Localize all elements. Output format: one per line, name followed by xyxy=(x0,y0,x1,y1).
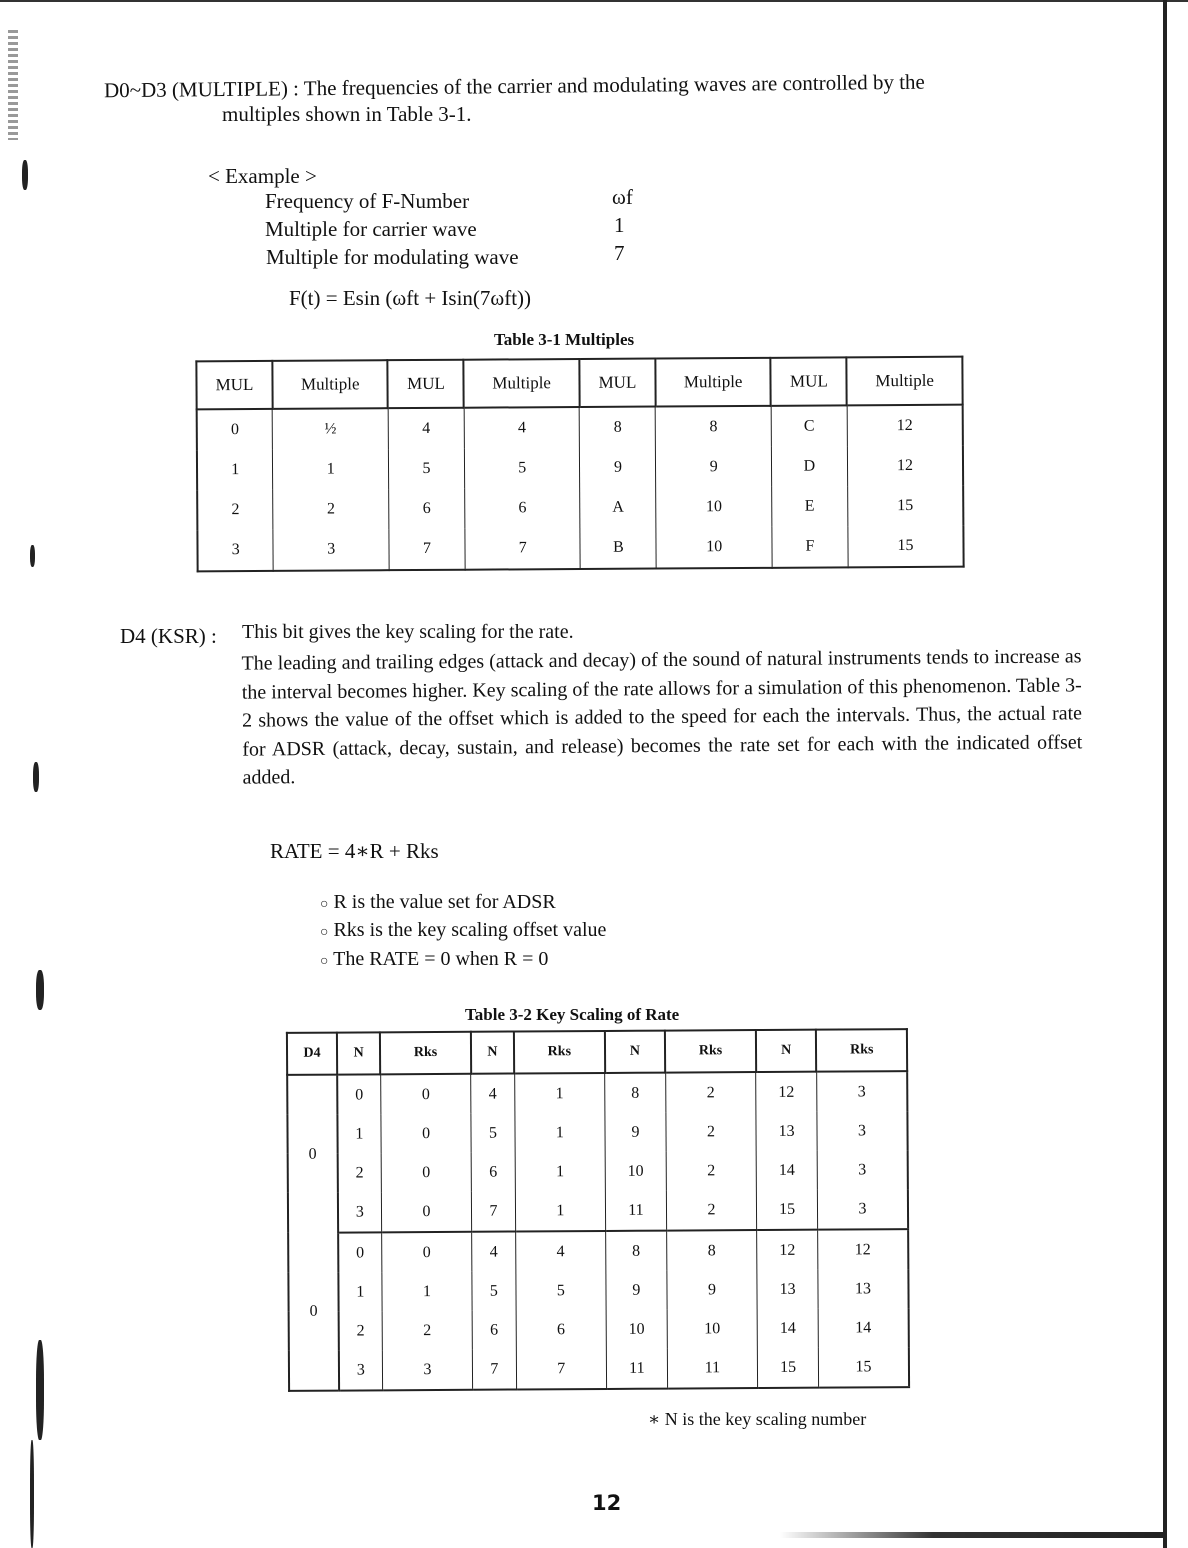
table-header-cell: Multiple xyxy=(464,359,580,408)
table-row xyxy=(288,1229,908,1273)
table-cell: 7 xyxy=(389,529,465,570)
table-cell: 5 xyxy=(515,1271,606,1311)
example-value-modulating: 7 xyxy=(614,241,625,265)
table-cell: 1 xyxy=(337,1114,381,1153)
table-header-cell: Multiple xyxy=(272,360,388,409)
table-cell: 7 xyxy=(465,528,581,570)
table-header-cell: Multiple xyxy=(847,357,963,406)
table-cell: 8 xyxy=(580,407,656,448)
table-cell: 13 xyxy=(756,1112,817,1151)
table-row xyxy=(288,1150,908,1193)
table-cell: 0 xyxy=(381,1114,472,1154)
section-text-line1: The frequencies of the carrier and modulating waves are controlled by the xyxy=(303,69,925,101)
binding-marks xyxy=(8,30,18,140)
table-header-cell: N xyxy=(471,1032,515,1074)
binding-hole xyxy=(33,762,39,792)
table-cell: 0 xyxy=(381,1153,472,1193)
label-d4: D4 xyxy=(120,624,146,648)
table-header-cell: MUL xyxy=(196,361,272,409)
table-header-row xyxy=(287,1029,907,1075)
table-cell: 5 xyxy=(472,1272,516,1311)
label-d0: D0 xyxy=(103,78,130,103)
rate-bullet xyxy=(320,916,606,947)
table-row xyxy=(197,486,963,531)
table-row xyxy=(289,1347,909,1391)
table-cell: 14 xyxy=(757,1309,818,1348)
table-cell: 7 xyxy=(472,1192,516,1232)
rate-bullet xyxy=(320,888,556,919)
table-cell: D xyxy=(771,446,847,486)
table-cell: 12 xyxy=(757,1230,818,1270)
table-multiples xyxy=(195,356,964,573)
table-cell: 3 xyxy=(273,529,389,571)
table-cell: 8 xyxy=(666,1230,757,1271)
table-cell: 0 xyxy=(338,1232,382,1272)
table-cell: 15 xyxy=(848,526,964,568)
table-cell: 6 xyxy=(472,1311,516,1350)
table-cell: 1 xyxy=(514,1073,605,1114)
table-cell: 3 xyxy=(339,1350,383,1390)
table-header-cell: MUL xyxy=(579,359,655,407)
table-cell: 12 xyxy=(756,1072,817,1112)
table-cell: 9 xyxy=(606,1271,667,1310)
table-cell: 3 xyxy=(338,1192,382,1232)
label-d3: D3 xyxy=(140,77,167,102)
section-d4-first-line: This bit gives the key scaling for the rate. xyxy=(242,621,574,643)
table-header-row xyxy=(196,357,962,410)
example-formula: F(t) = Esin (ωft + Isin(7ωft)) xyxy=(289,286,532,310)
bullet-text: Rks is the key scaling offset value xyxy=(333,919,607,941)
binding-hole xyxy=(36,970,44,1010)
bullet-icon: ○ xyxy=(320,897,329,912)
table-cell: 10 xyxy=(656,487,772,528)
table-cell: 3 xyxy=(382,1350,473,1391)
table-row xyxy=(289,1308,909,1351)
section-title: (MULTIPLE) : xyxy=(171,76,300,102)
table-header-cell: N xyxy=(337,1032,381,1074)
table-cell: 2 xyxy=(666,1190,757,1231)
bullet-text: The RATE = 0 when R = 0 xyxy=(333,948,549,970)
table-cell: 12 xyxy=(847,405,963,447)
table-row xyxy=(287,1071,907,1115)
table-cell: 4 xyxy=(471,1074,515,1114)
example-label-modulating: Multiple for modulating wave xyxy=(266,245,519,269)
table-cell: 0 xyxy=(381,1232,472,1273)
table-cell: 1 xyxy=(515,1152,606,1192)
scan-right-edge xyxy=(1163,0,1167,1548)
table-cell: 9 xyxy=(656,447,772,488)
table-cell: 3 xyxy=(197,530,273,571)
table2-caption: Table 3-2 Key Scaling of Rate xyxy=(465,1005,680,1024)
section-d0-d3-heading xyxy=(104,68,925,105)
table-cell: 10 xyxy=(606,1310,667,1349)
table-cell: A xyxy=(580,488,656,528)
table-header-cell: N xyxy=(756,1030,817,1072)
table-cell: 11 xyxy=(605,1191,666,1231)
table-header-cell: N xyxy=(604,1031,665,1073)
table-cell: B xyxy=(580,528,656,569)
example-label-carrier: Multiple for carrier wave xyxy=(265,217,477,241)
table-cell: 9 xyxy=(667,1270,758,1310)
table-cell: 7 xyxy=(516,1349,607,1390)
table-cell: 6 xyxy=(465,488,581,529)
table-header-cell: Rks xyxy=(514,1031,605,1074)
table-cell: 8 xyxy=(606,1231,667,1271)
table-cell: 15 xyxy=(757,1190,818,1230)
section-d4-paragraph: The leading and trailing edges (attack and decay) of the sound of natural instruments tends to increase as the interval becomes higher. Key scaling of the rate allows for a simulation of this phenomenon. Table 3-2 shows the value of the offset which is added to the speed for each the intervals. Thus, the actual rate for ADSR (attack, decay, sustain, and release) becomes the rate set for each with the indicated offset added. xyxy=(241,645,1083,789)
table-cell: 3 xyxy=(817,1189,908,1230)
table-cell: 4 xyxy=(515,1231,606,1272)
table-cell: 13 xyxy=(818,1269,909,1309)
table-cell: 2 xyxy=(338,1153,382,1192)
bullet-icon: ○ xyxy=(320,925,329,940)
table-header-cell: D4 xyxy=(287,1033,337,1075)
d4-group-cell: 0 xyxy=(287,1075,338,1233)
table-header-cell: Rks xyxy=(816,1029,907,1072)
table-cell: 2 xyxy=(665,1072,756,1113)
table-cell: 0 xyxy=(381,1192,472,1233)
table-row xyxy=(197,405,963,451)
table-header-cell: MUL xyxy=(388,360,464,408)
example-value-fnumber: ωf xyxy=(612,185,633,209)
table-cell: 2 xyxy=(382,1311,473,1351)
table-cell: 2 xyxy=(339,1311,383,1350)
table-cell: 1 xyxy=(273,449,389,490)
table-cell: 1 xyxy=(338,1272,382,1311)
table-cell: 1 xyxy=(514,1113,605,1153)
table-header-cell: MUL xyxy=(771,357,847,405)
section-d4-heading xyxy=(120,622,217,650)
table-row xyxy=(288,1189,908,1233)
table-cell: 13 xyxy=(757,1270,818,1309)
table-header-cell: Multiple xyxy=(655,358,771,407)
bullet-icon: ○ xyxy=(320,954,329,969)
table-cell: 11 xyxy=(606,1349,667,1389)
table-header-cell: Rks xyxy=(665,1030,756,1073)
binding-hole xyxy=(30,545,35,567)
table-cell: 6 xyxy=(471,1153,515,1192)
table-cell: 15 xyxy=(848,486,964,527)
rate-formula: RATE = 4∗R + Rks xyxy=(270,839,439,863)
d4-group-cell: 0 xyxy=(288,1233,339,1391)
table-cell: 6 xyxy=(389,489,465,529)
scan-top-edge xyxy=(0,0,1188,2)
table-row xyxy=(287,1111,907,1154)
table-cell: 15 xyxy=(758,1348,819,1388)
table-cell: 0 xyxy=(380,1074,471,1115)
table-cell: 3 xyxy=(817,1111,908,1151)
table-header-cell: Rks xyxy=(380,1032,471,1075)
table-cell: 7 xyxy=(473,1350,517,1390)
table-cell: 2 xyxy=(666,1151,757,1191)
table-cell: 5 xyxy=(464,448,580,489)
table2-footnote: ∗ N is the key scaling number xyxy=(648,1409,867,1429)
table-cell: 12 xyxy=(847,446,963,487)
table-cell: 4 xyxy=(464,407,580,449)
table-row xyxy=(197,446,963,491)
table-cell: E xyxy=(772,486,848,526)
table-cell: 8 xyxy=(605,1073,666,1113)
tilde: ~ xyxy=(129,77,142,103)
table-cell: 6 xyxy=(516,1310,607,1350)
example-heading: < Example > xyxy=(208,164,317,188)
example-value-carrier: 1 xyxy=(614,213,625,237)
page-number: 12 xyxy=(592,1491,622,1515)
table-cell: 14 xyxy=(818,1308,909,1348)
section-d4-title: (KSR) : xyxy=(150,624,217,648)
table1-caption: Table 3-1 Multiples xyxy=(494,330,635,349)
table-cell: 4 xyxy=(388,408,464,449)
table-cell: ½ xyxy=(273,408,389,450)
table-cell: 3 xyxy=(817,1150,908,1190)
table-cell: 15 xyxy=(818,1347,909,1388)
table-key-scaling xyxy=(286,1028,910,1392)
binding-hole xyxy=(22,160,28,190)
table-cell: 10 xyxy=(605,1152,666,1191)
table-cell: 5 xyxy=(388,449,464,489)
table-cell: 8 xyxy=(656,406,772,448)
scan-bottom-shadow xyxy=(780,1532,1163,1538)
table-cell: 0 xyxy=(337,1074,381,1114)
table-cell: 10 xyxy=(656,527,772,569)
table-cell: 5 xyxy=(471,1114,515,1153)
binding-hole xyxy=(36,1340,44,1440)
table-cell: C xyxy=(771,405,847,446)
table-cell: 1 xyxy=(197,450,273,490)
table-row xyxy=(197,526,963,572)
example-label-fnumber: Frequency of F-Number xyxy=(265,189,470,213)
table-cell: F xyxy=(772,526,848,567)
table-cell: 9 xyxy=(580,448,656,488)
table-cell: 1 xyxy=(382,1272,473,1312)
table-cell: 3 xyxy=(817,1071,908,1112)
table-cell: 10 xyxy=(667,1309,758,1349)
table-cell: 2 xyxy=(666,1112,757,1152)
table-row xyxy=(288,1269,908,1312)
table-cell: 4 xyxy=(472,1232,516,1272)
table-cell: 14 xyxy=(756,1151,817,1190)
table-cell: 2 xyxy=(273,489,389,530)
table-cell: 0 xyxy=(197,409,273,450)
table-cell: 9 xyxy=(605,1113,666,1152)
table-cell: 1 xyxy=(515,1191,606,1232)
table-cell: 12 xyxy=(818,1229,909,1270)
bullet-text: R is the value set for ADSR xyxy=(333,891,556,913)
rate-bullet xyxy=(320,945,548,976)
section-d0-d3-line2: multiples shown in Table 3-1. xyxy=(222,102,472,126)
table-cell: 11 xyxy=(667,1348,758,1389)
binding-hole xyxy=(30,1440,34,1548)
table-cell: 2 xyxy=(197,490,273,530)
